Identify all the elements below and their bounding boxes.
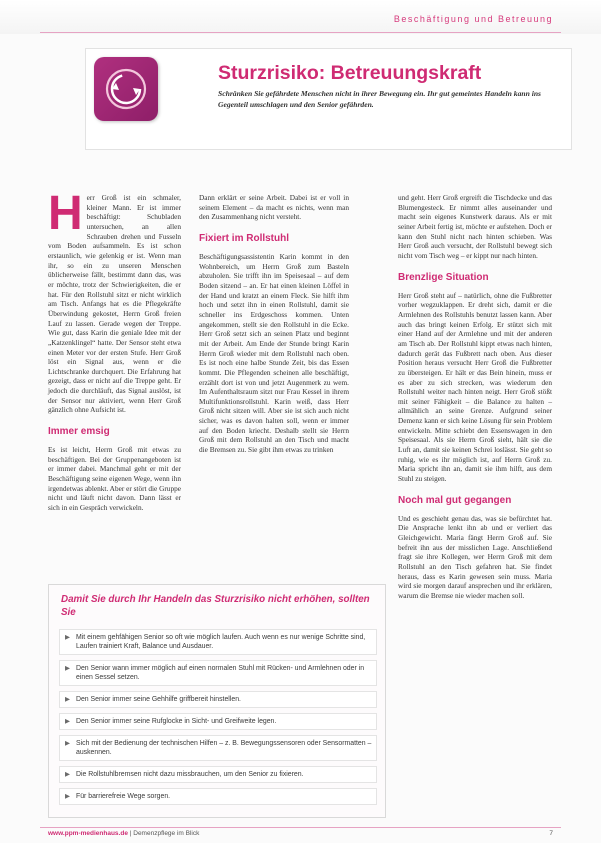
section-label: Beschäftigung und Betreuung (393, 14, 553, 24)
list-item (59, 629, 377, 655)
list-item (59, 713, 377, 730)
list-item (59, 691, 377, 708)
list-item (59, 788, 377, 805)
paragraph: Und es geschieht genau das, was sie befürchtet hat. Die Ansprache lenkt ihn ab und er verliert das Gleichgewicht. Maria fängt Herrn Groß auf. Sie befreit ihn aus der misslichen Lage. Anschließend fragt sie ihre Kollegen, wer Herrn Groß mit dem Rollstuhl an den Tisch gefahren hat. Sie findet heraus, dass es Karin gewesen sein muss. Maria wird sie morgen darauf ansprechen und ihr erklären, warum die Bremse nie wieder machen soll. (398, 513, 552, 600)
text-column-2 (199, 193, 349, 455)
drop-cap: H (48, 187, 83, 240)
subheading: Immer emsig (48, 426, 110, 438)
paragraph: Herr Groß steht auf – natürlich, ohne die Fußbretter vorher wegzuklappen. Er dreht sich, damit er die Armlehnen des Rollstuhls benutzt lassen kann. Aber auch das bringt keinen Erfolg. Er stützt sich mit einer Hand auf der Armlehne und mit der anderen am Tisch ab. Der Rollstuhl kippt etwas nach hinten, dadurch gerät das Fußbrett nach oben. Aus dieser Position heraus versucht Herr Groß die Fußbretter zu übersteigen. Er hält er das Bein hinein, muss er es aber zu sich strecken, was wiederum den Rollstuhl weiter nach hinten neigt. Herr Groß stößt mit seiner Fähigkeit – die Balance zu halten – allmählich an seine Grenze. Aufgrund seiner Demenz kann er sich keine Lösung für sein Problem entwickeln. Mitte schiebt den Essenswagen in den Speisesaal. Als sie Herrn Groß sieht, hält sie die Luft an, damit sie keinen Schrei loslässt. Sie geht so ruhig, wie es ihr möglich ist, auf Herrn Groß zu. Maria spricht ihn an, damit sie ihm hilft, aus dem Stuhl zu steigen. (398, 290, 552, 484)
list-item-text: Den Senior immer seine Gehhilfe griffbereit hinstellen. (76, 696, 241, 703)
list-item (59, 660, 377, 686)
article-title: Sturzrisiko: Betreuungskraft (218, 62, 482, 84)
arrow-right-icon: ▶ (65, 696, 70, 703)
page-number: 7 (549, 830, 553, 837)
text-column-3 (398, 193, 552, 601)
list-item (59, 735, 377, 761)
footer-divider (40, 827, 561, 828)
list-item-text: Den Senior wann immer möglich auf einen normalen Stuhl mit Rücken- und Armlehnen oder in einen Sessel setzen. (76, 665, 365, 681)
arrow-right-icon: ▶ (65, 665, 70, 672)
paragraph: err Groß ist ein schmaler, kleiner Mann. Er ist immer beschäftigt: Schubladen untersuchen, an allen Schrauben drehen und Fusseln vom Boden aufsammeln. Es ist schon erstaunlich, wie gelenkig er ist. Wenn man ihr, so ein zu unseren Menschen üblicherweise fällt, bestimmt dann das, was er möchte, trotz der Schwierigkeiten, die er hat. Für den Rollstuhl sitzt er nicht wirklich am Tisch. Anfangs hat es die Pflegekräfte Überwindung gekostet, Herrn Groß freien Lauf zu lassen. Gerade wegen der Treppe. Wie gut, dass Karin die geniale Idee mit der „Katzenklingel“ hatte. Der Sensor steht etwa einen Meter vor der ersten Stufe. Herr Groß löst ein Signal aus, wenn er die Lichtschranke durchquert. Die Erfahrung hat gezeigt, dass er nicht auf die Treppe geht. Er jedoch die durchläuft, das Signal auslöst, ist der Sensor nur aktiviert, wenn Herr Groß gänzlich ohne Aufsicht ist. (48, 193, 181, 415)
subheading: Noch mal gut gegangen (398, 494, 512, 506)
footer-publication: Demenzpflege im Blick (133, 830, 200, 837)
paragraph: Dann erklärt er seine Arbeit. Dabei ist er voll in seinem Element – da macht es nichts, wenn man den Zusammenhang nicht versteht. (199, 193, 349, 222)
paragraph: und geht. Herr Groß ergreift die Tischdecke und das Blumengesteck. Er nimmt alles auseinander und macht sein eigenes Kunstwerk daraus. Als er mit seiner Arbeit fertig ist, möchte er aufstehen. Doch er kann den Stuhl nicht nach hinten schieben. Was Herr Groß auch versucht, der Rollstuhl bewegt sich nicht vom Tisch weg – er kippt nur nach hinten. (398, 193, 552, 260)
subheading: Brenzlige Situation (398, 271, 489, 283)
tip-box (48, 584, 386, 818)
list-item-text: Die Rollstuhlbremsen nicht dazu missbrauchen, um den Senior zu fixieren. (76, 771, 304, 778)
text-column-1 (48, 187, 181, 513)
article-intro: Schränken Sie gefährdete Menschen nicht in ihrer Bewegung ein. Ihr gut gemeintes Handeln kann ins Gegenteil umschlagen und den Senior gefährden. (218, 89, 542, 109)
arrow-right-icon: ▶ (65, 740, 70, 747)
list-item-text: Den Senior immer seine Rufglocke in Sicht- und Greifweite legen. (76, 718, 277, 725)
footer (48, 830, 199, 837)
arrow-right-icon: ▶ (65, 634, 70, 641)
arrow-right-icon: ▶ (65, 771, 70, 778)
arrow-right-icon: ▶ (65, 718, 70, 725)
tip-box-title: Damit Sie durch Ihr Handeln das Sturzrisiko nicht erhöhen, sollten Sie (61, 594, 370, 618)
list-item-text: Mit einem gehfähigen Senior so oft wie möglich laufen. Auch wenn es nur wenige Schritte sind, Laufen trainiert Kraft, Balance und Ausdauer. (76, 634, 366, 650)
arrow-right-icon: ▶ (65, 793, 70, 800)
list-item-text: Sich mit der Bedienung der technischen Hilfen – z. B. Bewegungssensoren oder Sensormatten – auskennen. (76, 740, 372, 756)
list-item (59, 766, 377, 783)
list-item-text: Für barrierefreie Wege sorgen. (76, 793, 171, 800)
footer-separator: | (129, 830, 134, 837)
circular-arrow-icon (94, 57, 158, 121)
paragraph: Beschäftigungsassistentin Karin kommt in den Wohnbereich, um Herrn Groß zum Basteln abzuholen. Sie trifft ihn im Speisesaal – auf dem Boden sitzend – an. Er hat einen kleinen Löffel in der Hand und kratzt an einem Fleck. Sie hilft ihm hoch und setzt ihn in einen Rollstuhl, damit sie schneller ins Erdgeschoss kommen. Unten angekommen, stellt sie den Rollstuhl in die Ecke. Herr Groß setzt sich an seinen Platz und beginnt mit der Arbeit. Am Ende der Stunde bringt Karin Herrn Groß wieder mit dem Rollstuhl nach oben. Es ist noch eine halbe Stunde Zeit, bis das Essen kommt. Die Pflegenden scheinen alle beschäftigt, erzählt dort ist von und jetzt Augenmerk zu wem. Im Aufenthaltsraum sitzt nur Frau Kessel in ihrem Multifunktionsrollstuhl. Karin weiß, dass Herr Groß nicht sitzen will. Aber sie ist sich auch nicht sicher, was es davon halten soll, wenn er immer auf den Boden kriecht. Deshalb stellt sie Herrn Groß mit dem Rollstuhl an den Tisch und macht die Bremsen zu. Sie gibt ihm etwas zu trinken (199, 251, 349, 455)
tip-list (59, 629, 377, 810)
footer-url[interactable]: www.ppm-medienhaus.de (48, 830, 128, 837)
paragraph: Es ist leicht, Herrn Groß mit etwas zu beschäftigen. Bei der Gruppenangeboten ist er immer dabei. Manchmal geht er mit der Beschäftigung seine eigenen Wege, wenn ihn irgendetwas ablenkt. Aber er stört die Gruppe nicht und läuft nicht davon. Dann lässt er sich in ein Gespräch verwickeln. (48, 445, 181, 513)
subheading: Fixiert im Rollstuhl (199, 232, 290, 244)
header-divider (40, 32, 561, 33)
